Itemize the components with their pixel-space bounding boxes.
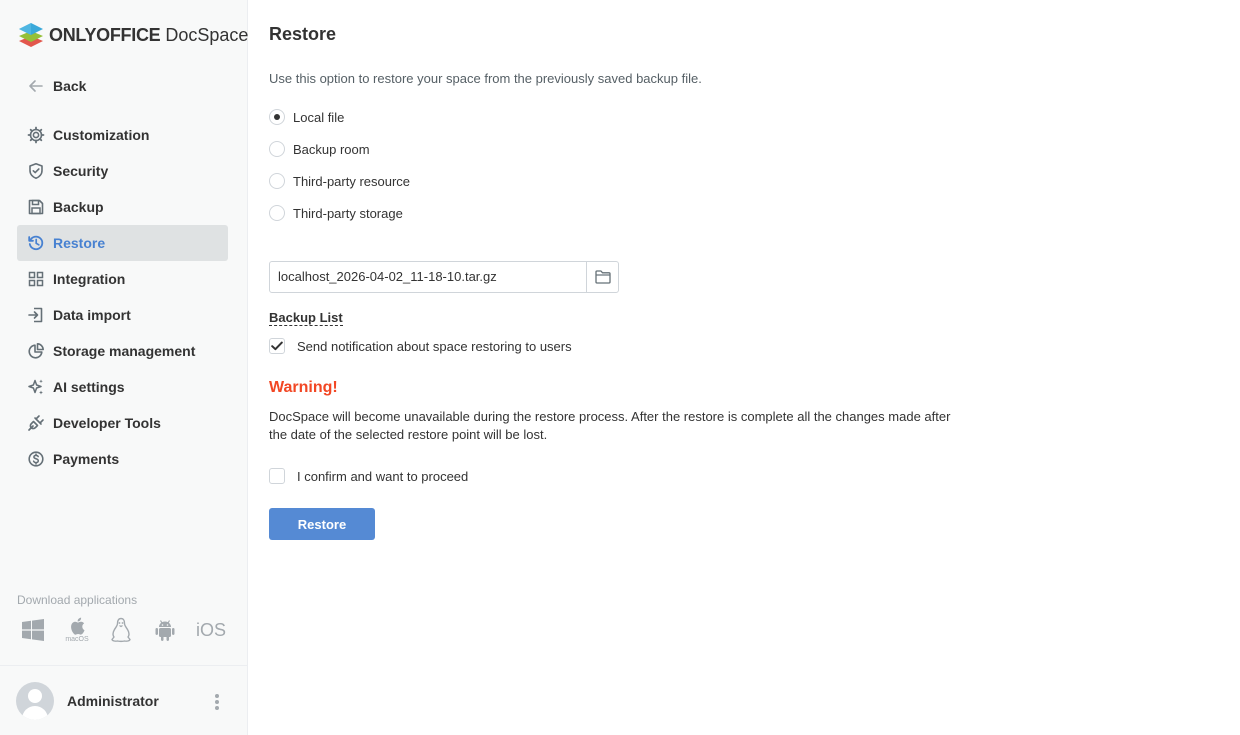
backup-list-link[interactable]: Backup List xyxy=(269,310,343,325)
checkmark-icon xyxy=(271,341,283,351)
sidebar-item-label: Integration xyxy=(53,271,126,287)
settings-nav xyxy=(17,117,228,477)
linux-icon[interactable] xyxy=(108,616,134,644)
sidebar-item-security[interactable] xyxy=(17,153,228,189)
onlyoffice-logo-icon xyxy=(17,22,45,48)
page-title: Restore xyxy=(269,24,337,44)
radio-label: Backup room xyxy=(293,141,370,157)
dollar-icon xyxy=(27,450,45,468)
ios-icon[interactable] xyxy=(196,616,226,644)
more-vertical-icon[interactable] xyxy=(215,694,219,710)
confirm-proceed-checkbox[interactable] xyxy=(269,468,468,484)
notify-users-checkbox[interactable] xyxy=(269,338,572,354)
avatar[interactable] xyxy=(16,682,54,720)
checkbox[interactable] xyxy=(269,338,285,354)
back-button[interactable] xyxy=(28,76,86,96)
sparkle-icon xyxy=(27,378,45,396)
checkbox-label: Send notification about space restoring to users xyxy=(297,338,572,354)
browse-file-button[interactable] xyxy=(586,262,618,292)
restore-source-options xyxy=(269,107,410,229)
radio-third-party-resource[interactable] xyxy=(269,165,410,197)
radio-label: Local file xyxy=(293,109,345,125)
restore-history-icon xyxy=(27,234,45,252)
sidebar-item-label: Restore xyxy=(53,235,106,251)
folder-icon xyxy=(595,270,611,284)
sidebar-item-label: Payments xyxy=(53,451,120,467)
back-label: Back xyxy=(53,78,87,94)
page-description: Use this option to restore your space from the previously saved backup file. xyxy=(269,71,702,86)
radio-button[interactable] xyxy=(269,173,285,189)
sidebar-item-developer-tools[interactable] xyxy=(17,405,228,441)
pie-chart-icon xyxy=(27,342,45,360)
import-icon xyxy=(27,306,45,324)
radio-button[interactable] xyxy=(269,205,285,221)
save-icon xyxy=(27,198,45,216)
sidebar-item-integration[interactable] xyxy=(17,261,228,297)
sidebar-item-storage-management[interactable] xyxy=(17,333,228,369)
checkbox-label: I confirm and want to proceed xyxy=(297,468,469,484)
sidebar-item-backup[interactable] xyxy=(17,189,228,225)
arrow-left-icon xyxy=(28,78,44,94)
sidebar-item-payments[interactable] xyxy=(17,441,228,477)
sidebar xyxy=(0,0,248,735)
checkbox[interactable] xyxy=(269,468,285,484)
radio-button[interactable] xyxy=(269,141,285,157)
sidebar-item-ai-settings[interactable] xyxy=(17,369,228,405)
user-profile[interactable] xyxy=(0,665,247,735)
radio-local-file[interactable] xyxy=(269,101,410,133)
sidebar-item-data-import[interactable] xyxy=(17,297,228,333)
sidebar-item-label: Data import xyxy=(53,307,131,323)
android-icon[interactable] xyxy=(152,616,178,644)
restore-button[interactable]: Restore xyxy=(269,508,375,540)
radio-backup-room[interactable] xyxy=(269,133,410,165)
backup-file-input[interactable] xyxy=(269,261,619,293)
sidebar-item-label: Backup xyxy=(53,199,104,215)
radio-third-party-storage[interactable] xyxy=(269,197,410,229)
sidebar-item-restore[interactable] xyxy=(17,225,228,261)
gear-icon xyxy=(27,126,45,144)
macos-icon[interactable] xyxy=(64,616,90,644)
plug-icon xyxy=(27,414,45,432)
radio-button[interactable] xyxy=(269,109,285,125)
grid-icon xyxy=(27,270,45,288)
macos-label: macOS xyxy=(65,636,89,643)
sidebar-item-label: AI settings xyxy=(53,379,125,395)
logo[interactable] xyxy=(17,22,248,48)
download-applications-title: Download applications xyxy=(17,593,138,607)
ios-label: iOS xyxy=(196,619,227,640)
profile-name: Administrator xyxy=(67,692,159,709)
radio-label: Third-party storage xyxy=(293,205,403,221)
shield-icon xyxy=(27,162,45,180)
radio-label: Third-party resource xyxy=(293,173,411,189)
windows-icon[interactable] xyxy=(20,616,46,644)
sidebar-item-label: Developer Tools xyxy=(53,415,161,431)
warning-title: Warning! xyxy=(269,379,338,396)
sidebar-item-label: Security xyxy=(53,163,109,179)
backup-file-value[interactable]: localhost_2026-04-02_11-18-10.tar.gz xyxy=(278,269,497,284)
warning-text: DocSpace will become unavailable during the restore process. After the restore is complete all the changes made after the date of the selected restore point will be lost. xyxy=(269,409,951,442)
sidebar-item-label: Customization xyxy=(53,127,150,143)
sidebar-item-label: Storage management xyxy=(53,343,196,359)
logo-text: ONLYOFFICE DocSpace xyxy=(49,24,249,45)
sidebar-item-customization[interactable] xyxy=(17,117,228,153)
download-apps xyxy=(20,616,226,644)
